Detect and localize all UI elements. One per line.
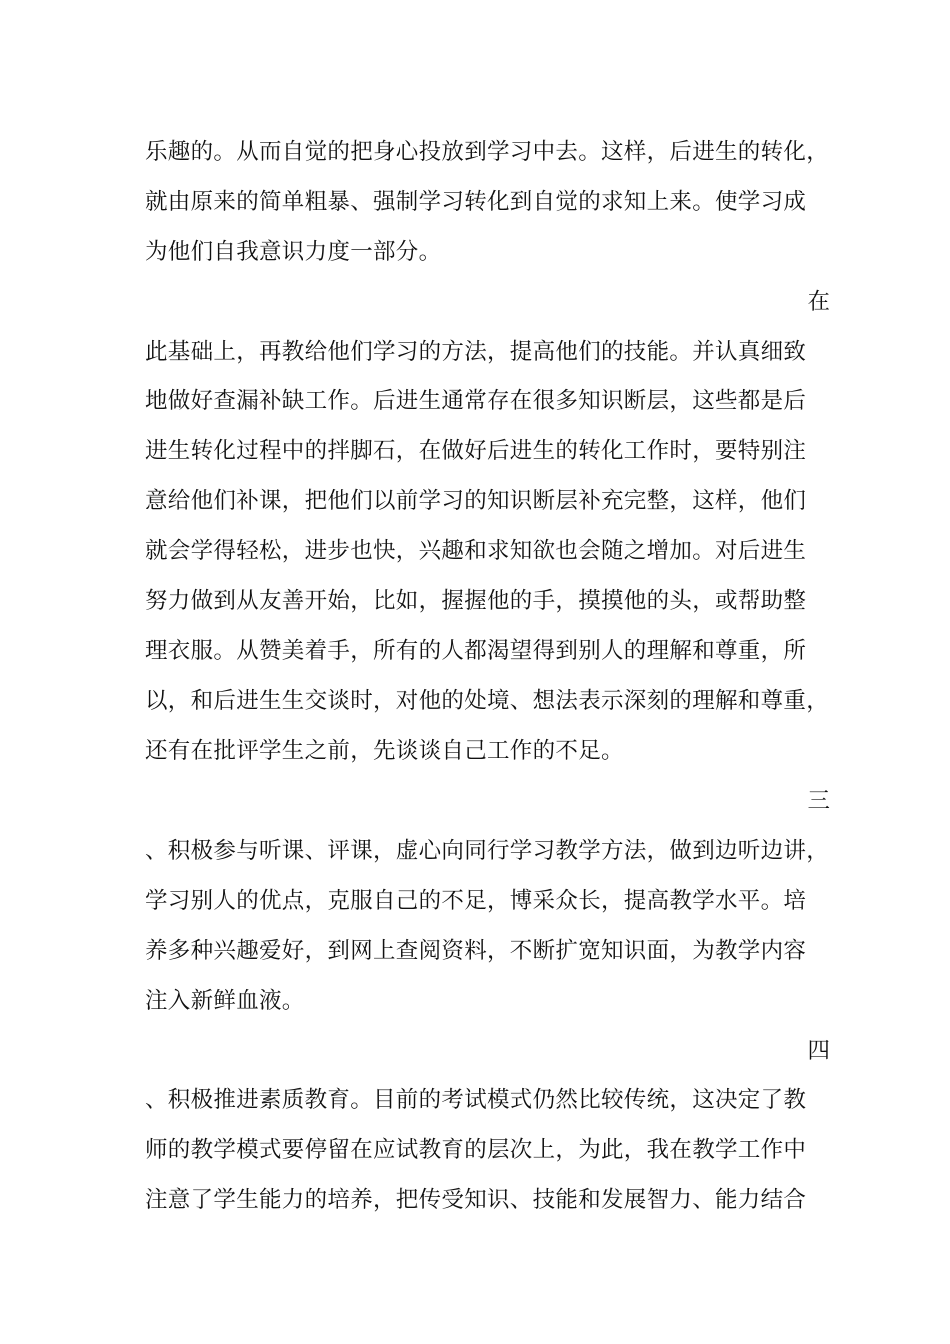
text-line: 理衣服。从赞美着手，所有的人都渴望得到别人的理解和尊重，所 (145, 638, 807, 664)
text-line: 意给他们补课，把他们以前学习的知识断层补充完整，这样，他们 (145, 488, 807, 514)
text-line: 地做好查漏补缺工作。后进生通常存在很多知识断层，这些都是后 (145, 388, 807, 414)
text-line: 进生转化过程中的拌脚石，在做好后进生的转化工作时，要特别注 (145, 438, 807, 464)
text-line: 还有在批评学生之前，先谈谈自己工作的不足。 (145, 738, 624, 764)
section-marker: 四 (807, 1038, 830, 1064)
text-line: 、积极参与听课、评课，虚心向同行学习教学方法，做到边听边讲， (145, 838, 830, 864)
text-line: 就会学得轻松，进步也快，兴趣和求知欲也会随之增加。对后进生 (145, 538, 807, 564)
section-marker: 在 (807, 289, 830, 315)
text-line: 努力做到从友善开始，比如，握握他的手，摸摸他的头，或帮助整 (145, 588, 807, 614)
text-line: 养多种兴趣爱好，到网上查阅资料，不断扩宽知识面，为教学内容 (145, 938, 807, 964)
text-line: 乐趣的。从而自觉的把身心投放到学习中去。这样，后进生的转化， (145, 139, 830, 165)
section-marker: 三 (807, 788, 830, 814)
text-line: 就由原来的简单粗暴、强制学习转化到自觉的求知上来。使学习成 (145, 189, 807, 215)
text-line: 学习别人的优点，克服自己的不足，博采众长，提高教学水平。培 (145, 888, 807, 914)
text-line: 注意了学生能力的培养，把传受知识、技能和发展智力、能力结合 (145, 1187, 807, 1213)
text-line: 注入新鲜血液。 (145, 988, 305, 1014)
text-line: 此基础上，再教给他们学习的方法，提高他们的技能。并认真细致 (145, 339, 807, 365)
text-line: 以，和后进生生交谈时，对他的处境、想法表示深刻的理解和尊重， (145, 688, 830, 714)
text-line: 为他们自我意识力度一部分。 (145, 239, 442, 265)
text-line: 、积极推进素质教育。目前的考试模式仍然比较传统，这决定了教 (145, 1087, 807, 1113)
text-line: 师的教学模式要停留在应试教育的层次上，为此，我在教学工作中 (145, 1137, 807, 1163)
